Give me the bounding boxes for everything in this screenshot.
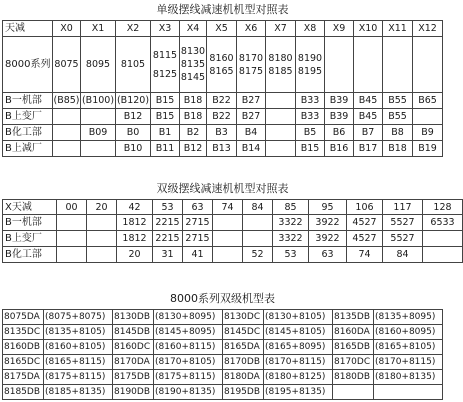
table-cell [53, 109, 81, 125]
table2-header-cell: 00 [57, 200, 87, 215]
table1-row [3, 125, 443, 141]
model-code [333, 385, 374, 400]
table-cell: 4527 [347, 231, 383, 247]
row-label: B上变厂 [3, 231, 57, 247]
table2-header-cell: 117 [383, 200, 423, 215]
model-code: 8175DB [113, 370, 154, 385]
table-cell: B55 [383, 93, 413, 109]
table-cell: B2 [180, 125, 207, 141]
table-cell: B39 [325, 93, 354, 109]
model-code: 8135DB [333, 310, 374, 325]
table-cell: 52 [243, 247, 273, 263]
table-cell: 3922 [309, 231, 347, 247]
table-cell: B13 [207, 141, 237, 157]
model-number: 8105 [120, 59, 146, 70]
table-cell [87, 231, 117, 247]
model-number: 8135 [180, 59, 206, 70]
table-cell: B1 [151, 125, 180, 141]
table-cell [413, 109, 443, 125]
table-cell: 31 [153, 247, 183, 263]
table-cell: B55 [383, 109, 413, 125]
table-cell: B11 [151, 141, 180, 157]
table-cell: B45 [354, 109, 383, 125]
model-number: 8170 [238, 52, 264, 64]
model-code: 8130DB [113, 310, 154, 325]
table-cell [266, 141, 296, 157]
table2-row [3, 215, 463, 231]
table-cell: B16 [325, 141, 354, 157]
table-cell: 84 [383, 247, 423, 263]
model-code: 8145DC [223, 325, 264, 340]
series-cell [266, 37, 296, 93]
table1-title: 单级摆线减速机机型对照表 [156, 3, 289, 16]
model-composition: (8145+8105) [264, 325, 333, 340]
table-cell: B19 [413, 141, 443, 157]
table-cell: 2715 [183, 231, 213, 247]
table1-series-row [3, 37, 443, 93]
model-code: 8180DB [333, 370, 374, 385]
table3-row [3, 340, 443, 355]
table2-header-cell: 42 [117, 200, 153, 215]
table3-row [3, 370, 443, 385]
table-cell [57, 231, 87, 247]
model-number: 8130 [180, 46, 206, 57]
series-cell [180, 37, 207, 93]
table1-header-cell: X2 [116, 21, 151, 37]
table1-header-cell: X8 [296, 21, 325, 37]
table-cell: B65 [413, 93, 443, 109]
table-cell [53, 141, 81, 157]
table-cell: 6533 [423, 215, 463, 231]
table-cell [81, 141, 116, 157]
table-cell: B18 [180, 93, 207, 109]
series-cell [296, 37, 325, 93]
model-code: 8160DA [333, 325, 374, 340]
model-composition: (8195+8135) [264, 385, 333, 400]
table1-row [3, 93, 443, 109]
series-label: 8000系列 [3, 37, 53, 93]
table-cell: (B100) [81, 93, 116, 109]
model-composition: (8160+8105) [44, 340, 113, 355]
model-composition: (8160+8115) [154, 340, 223, 355]
table-cell [53, 125, 81, 141]
table-cell: B4 [237, 125, 266, 141]
model-composition: (8190+8135) [154, 385, 223, 400]
table-cell: (B120) [116, 93, 151, 109]
model-code: 8195DB [223, 385, 264, 400]
model-number: 8095 [85, 59, 111, 70]
table-cell: B0 [116, 125, 151, 141]
model-code: 8185DB [3, 385, 44, 400]
row-label: B上减厂 [3, 141, 53, 157]
series-cell [383, 37, 413, 93]
table1-row [3, 109, 443, 125]
series-8000-double-table [2, 309, 443, 400]
model-composition: (8075+8075) [44, 310, 113, 325]
table2-header-cell: 85 [273, 200, 309, 215]
table-cell: 5527 [383, 215, 423, 231]
model-composition: (8165+8095) [264, 340, 333, 355]
table-cell: 74 [347, 247, 383, 263]
model-code: 8145DB [113, 325, 154, 340]
model-code: 8135DC [3, 325, 44, 340]
table3-title: 8000系列双级机型表 [170, 292, 275, 305]
table-cell [57, 215, 87, 231]
table-cell [87, 247, 117, 263]
table2-header-cell: X天减 [3, 200, 57, 215]
model-code: 8165DB [333, 340, 374, 355]
table-cell [266, 93, 296, 109]
table-cell [266, 109, 296, 125]
table1-row [3, 141, 443, 157]
table1-header-cell: X9 [325, 21, 354, 37]
table1-header-cell: X4 [180, 21, 207, 37]
model-number: 8195 [297, 65, 323, 77]
table-cell: B22 [207, 109, 237, 125]
series-cell [413, 37, 443, 93]
series-cell [151, 37, 180, 93]
table1-header-cell: X7 [266, 21, 296, 37]
table-cell: B33 [296, 93, 325, 109]
model-composition: (8175+8115) [44, 370, 113, 385]
table-cell [213, 231, 243, 247]
table-cell [266, 125, 296, 141]
table2-header-row [3, 200, 463, 215]
table1-header-cell: 天减 [3, 21, 53, 37]
table-cell: B12 [116, 109, 151, 125]
model-code: 8160DB [3, 340, 44, 355]
model-number: 8115 [152, 49, 178, 61]
table-cell: 3322 [273, 215, 309, 231]
table-cell: B33 [296, 109, 325, 125]
table-cell: B6 [325, 125, 354, 141]
series-cell [207, 37, 237, 93]
table-cell: B9 [413, 125, 443, 141]
model-composition: (8160+8095) [374, 325, 443, 340]
model-code: 8170DA [113, 355, 154, 370]
model-composition: (8170+8105) [154, 355, 223, 370]
model-code: 8190DB [113, 385, 154, 400]
table-cell: (B85) [53, 93, 81, 109]
table-cell: 41 [183, 247, 213, 263]
model-composition: (8185+8135) [44, 385, 113, 400]
row-label: B化工部 [3, 247, 57, 263]
table-cell: B7 [354, 125, 383, 141]
table3-row [3, 385, 443, 400]
single-stage-table [2, 20, 443, 157]
table-cell [213, 247, 243, 263]
table-cell: 4527 [347, 215, 383, 231]
table-cell [423, 231, 463, 247]
table1-header-row [3, 21, 443, 37]
model-composition: (8130+8095) [154, 310, 223, 325]
table1-header-cell: X3 [151, 21, 180, 37]
table-cell: B22 [207, 93, 237, 109]
series-cell [237, 37, 266, 93]
row-label: B化工部 [3, 125, 53, 141]
table-cell: 63 [309, 247, 347, 263]
table1-header-cell: X12 [413, 21, 443, 37]
table3-row [3, 325, 443, 340]
model-code: 8170DB [223, 355, 264, 370]
table-cell: B5 [296, 125, 325, 141]
table2-header-cell: 20 [87, 200, 117, 215]
table-cell [57, 247, 87, 263]
model-code: 8175DA [3, 370, 44, 385]
table-cell: 2715 [183, 215, 213, 231]
model-composition: (8180+8125) [264, 370, 333, 385]
table-cell [243, 231, 273, 247]
table1-header-cell: X11 [383, 21, 413, 37]
table-cell: B3 [207, 125, 237, 141]
series-cell [53, 37, 81, 93]
table-cell [87, 215, 117, 231]
table-cell: B09 [81, 125, 116, 141]
table1-header-cell: X5 [207, 21, 237, 37]
model-number: 8125 [152, 68, 178, 80]
table-cell: 3322 [273, 231, 309, 247]
model-composition: (8170+8115) [264, 355, 333, 370]
model-composition: (8180+8135) [374, 370, 443, 385]
table-cell: B45 [354, 93, 383, 109]
model-number: 8185 [268, 65, 293, 77]
table3-row [3, 310, 443, 325]
table1-header-cell: X6 [237, 21, 266, 37]
series-cell [354, 37, 383, 93]
table2-header-cell: 63 [183, 200, 213, 215]
table-cell: B15 [151, 109, 180, 125]
row-label: B上变厂 [3, 109, 53, 125]
model-code: 8170DC [333, 355, 374, 370]
model-code: 8075DA [3, 310, 44, 325]
table-cell: B27 [237, 93, 266, 109]
model-composition: (8165+8105) [374, 340, 443, 355]
model-code: 8165DA [223, 340, 264, 355]
model-number: 8075 [54, 59, 79, 70]
table-cell: 5527 [383, 231, 423, 247]
model-number: 8165 [209, 65, 234, 77]
model-code: 8165DC [3, 355, 44, 370]
table-cell: B39 [325, 109, 354, 125]
model-composition [374, 385, 443, 400]
table-cell: 3922 [309, 215, 347, 231]
double-stage-table [2, 199, 463, 263]
row-label: B一机部 [3, 93, 53, 109]
series-cell [116, 37, 151, 93]
model-number: 8180 [268, 52, 293, 64]
table-cell [81, 109, 116, 125]
table3-row [3, 355, 443, 370]
table2-header-cell: 95 [309, 200, 347, 215]
model-code: 8160DC [113, 340, 154, 355]
table-cell: B10 [116, 141, 151, 157]
table2-row [3, 231, 463, 247]
table2-title: 双级摆线减速机机型对照表 [156, 182, 289, 195]
table-cell: B15 [151, 93, 180, 109]
table1-header-cell: X0 [53, 21, 81, 37]
table2-header-cell: 74 [213, 200, 243, 215]
table1-header-cell: X10 [354, 21, 383, 37]
table-cell [243, 215, 273, 231]
model-composition: (8175+8115) [154, 370, 223, 385]
model-number: 8175 [238, 65, 264, 77]
table-cell: B18 [383, 141, 413, 157]
model-number: 8160 [209, 52, 234, 64]
table-cell: B14 [237, 141, 266, 157]
row-label: B一机部 [3, 215, 57, 231]
model-composition: (8165+8115) [44, 355, 113, 370]
table-cell: 20 [117, 247, 153, 263]
table2-header-cell: 84 [243, 200, 273, 215]
model-number: 8190 [297, 52, 323, 64]
table-cell: B17 [354, 141, 383, 157]
model-code: 8130DC [223, 310, 264, 325]
table-cell: B8 [383, 125, 413, 141]
series-cell [325, 37, 354, 93]
table-cell [213, 215, 243, 231]
table-cell: 1812 [117, 215, 153, 231]
series-cell [81, 37, 116, 93]
table-cell: B18 [180, 109, 207, 125]
model-composition: (8135+8095) [374, 310, 443, 325]
model-number: 8145 [180, 72, 206, 83]
table2-header-cell: 128 [423, 200, 463, 215]
table2-row [3, 247, 463, 263]
model-composition: (8145+8095) [154, 325, 223, 340]
table-cell: 2215 [153, 215, 183, 231]
table1-header-cell: X1 [81, 21, 116, 37]
table2-header-cell: 106 [347, 200, 383, 215]
table2-header-cell: 53 [153, 200, 183, 215]
table-cell: B15 [296, 141, 325, 157]
model-composition: (8130+8105) [264, 310, 333, 325]
model-composition: (8135+8105) [44, 325, 113, 340]
table-cell: 2215 [153, 231, 183, 247]
table-cell: 1812 [117, 231, 153, 247]
table-cell: 53 [273, 247, 309, 263]
table-cell: B27 [237, 109, 266, 125]
table-cell [423, 247, 463, 263]
model-composition: (8170+8115) [374, 355, 443, 370]
table-cell: B12 [180, 141, 207, 157]
model-code: 8180DA [223, 370, 264, 385]
